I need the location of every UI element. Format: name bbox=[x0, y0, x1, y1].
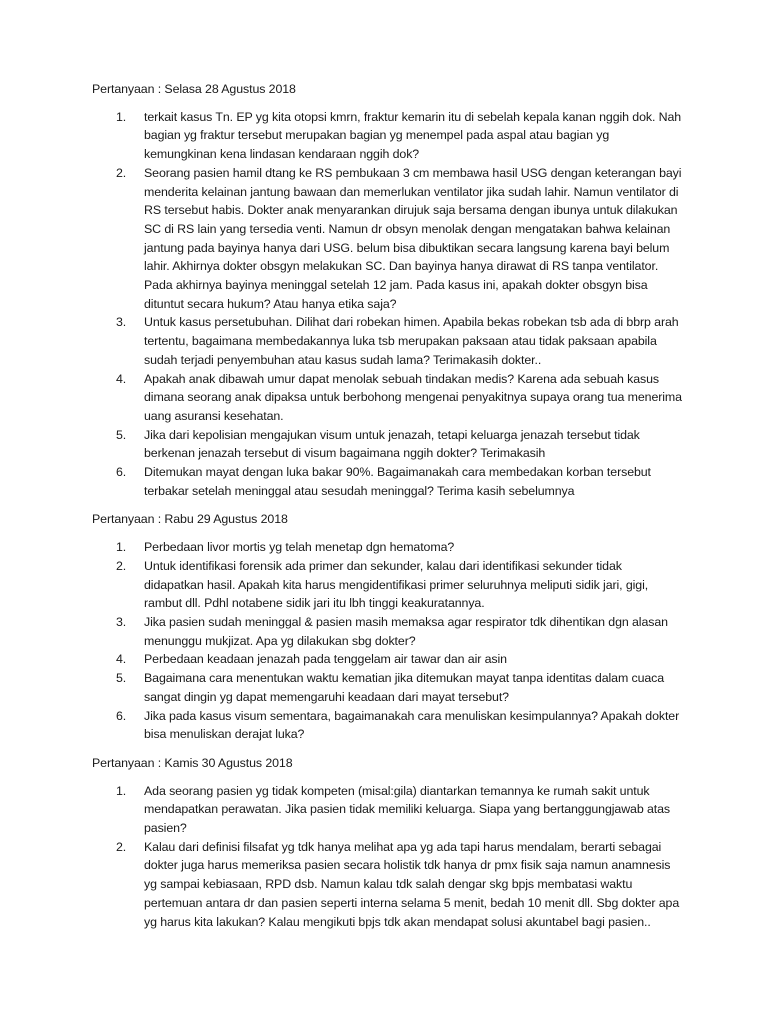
section-rabu bbox=[92, 510, 682, 743]
list-item bbox=[92, 463, 682, 500]
item-text: Untuk identifikasi forensik ada primer dan sekunder, kalau dari identifikasi sekunder tidak didapatkan hasil. Apakah kita harus mengidentifikasi primer seluruhnya meliputi sidik jari, gigi, rambut dll. Pdhl notabene sidik jari itu lbh tinggi keakuratannya. bbox=[144, 558, 649, 611]
question-list bbox=[92, 782, 682, 932]
question-list bbox=[92, 538, 682, 744]
list-item bbox=[92, 538, 682, 557]
item-number: 5. bbox=[116, 427, 127, 442]
item-number: 1. bbox=[116, 540, 127, 555]
item-text: Perbedaan keadaan jenazah pada tenggelam air tawar dan air asin bbox=[144, 652, 507, 667]
list-item bbox=[92, 426, 682, 463]
item-number: 1. bbox=[116, 783, 127, 798]
item-number: 3. bbox=[116, 614, 127, 629]
list-item bbox=[92, 613, 682, 650]
item-number: 2. bbox=[116, 558, 127, 573]
item-text: Apakah anak dibawah umur dapat menolak sebuah tindakan medis? Karena ada sebuah kasus dimana seorang anak dipaksa untuk berbohong mengenai penyakitnya supaya orang tua menerima uang asuransi kesehatan. bbox=[144, 371, 682, 423]
list-item bbox=[92, 838, 682, 932]
list-item bbox=[92, 707, 682, 744]
section-selasa bbox=[92, 80, 682, 500]
item-text: Jika dari kepolisian mengajukan visum untuk jenazah, tetapi keluarga jenazah tersebut tidak berkenan jenazah tersebut di visum bagaimana nggih dokter? Terimakasih bbox=[144, 427, 640, 461]
question-list bbox=[92, 108, 682, 501]
item-text: Jika pasien sudah meninggal & pasien masih memaksa agar respirator tdk dihentikan dgn alasan menunggu mukjizat. Apa yg dilakukan sbg dokter? bbox=[144, 614, 668, 648]
item-text: Jika pada kasus visum sementara, bagaimanakah cara menuliskan kesimpulannya? Apakah dokter bisa menuliskan derajat luka? bbox=[144, 708, 680, 742]
item-number: 6. bbox=[116, 465, 127, 480]
list-item bbox=[92, 557, 682, 613]
document-body bbox=[92, 80, 682, 941]
item-text: terkait kasus Tn. EP yg kita otopsi kmrn, fraktur kemarin itu di sebelah kepala kanan nggih dok. Nah bagian yg fraktur tersebut merupakan bagian yg menempel pada aspal atau bagian yg kemungkinan kena lindasan kendaraan nggih dok? bbox=[144, 109, 682, 162]
list-item bbox=[92, 650, 682, 669]
item-number: 4. bbox=[116, 371, 127, 386]
list-item bbox=[92, 108, 682, 164]
section-heading: Pertanyaan : Rabu 29 Agustus 2018 bbox=[92, 512, 288, 527]
item-number: 3. bbox=[116, 315, 127, 330]
section-kamis bbox=[92, 754, 682, 931]
item-number: 2. bbox=[116, 165, 127, 180]
item-text: Ditemukan mayat dengan luka bakar 90%. Bagaimanakah cara membedakan korban tersebut terbakar setelah meninggal atau sesudah meninggal? Terima kasih sebelumnya bbox=[144, 465, 651, 498]
list-item bbox=[92, 669, 682, 706]
item-text: Untuk kasus persetubuhan. Dilihat dari robekan himen. Apabila bekas robekan tsb ada di bbrp arah tertentu, bagaimana membedakannya luka tsb merupakan paksaan atau tidak paksaan apabila sudah terjadi penyembuhan atau kasus sudah lama? Terimakasih dokter.. bbox=[144, 315, 679, 367]
item-text: Bagaimana cara menentukan waktu kematian jika ditemukan mayat tanpa identitas dalam cuaca sangat dingin yg dapat memengaruhi keadaan dari mayat tersebut? bbox=[144, 671, 665, 704]
item-number: 6. bbox=[116, 708, 127, 723]
item-text: Seorang pasien hamil dtang ke RS pembukaan 3 cm membawa hasil USG dengan keterangan bayi menderita kelainan jantung bawaan dan memerlukan ventilator jika sudah lahir. Namun ventilator di RS tersebut habis. Dokter anak menyarankan dirujuk saja bersama dengan ibunya untuk dilakukan SC di RS lain yang tersedia venti. Namun dr obsyn menolak dengan mengatakan bahwa kelainan jantung pada bayinya hanya dari USG. belum bisa dibuktikan secara langsung karena bayi belum lahir. Akhirnya dokter obsgyn melakukan SC. Dan bayinya hanya dirawat di RS tanpa ventilator. Pada akhirnya bayinya meninggal setelah 12 jam. Pada kasus ini, apakah dokter obsgyn bisa dituntut secara hukum? Atau hanya etika saja? bbox=[144, 165, 682, 311]
item-text: Ada seorang pasien yg tidak kompeten (misal:gila) diantarkan temannya ke rumah sakit untuk mendapatkan perawatan. Jika pasien tidak memiliki keluarga. Siapa yang bertanggungjawab atas pasien? bbox=[144, 783, 670, 836]
item-number: 2. bbox=[116, 839, 127, 854]
section-heading: Pertanyaan : Kamis 30 Agustus 2018 bbox=[92, 755, 293, 770]
item-text: Perbedaan livor mortis yg telah menetap dgn hematoma? bbox=[144, 540, 455, 555]
item-text: Kalau dari definisi filsafat yg tdk hanya melihat apa yg ada tapi harus mendalam, berarti sebagai dokter juga harus memeriksa pasien secara holistik tdk hanya dr pmx fisik saja namun anamnesis yg sampai kebiasaan, RPD dsb. Namun kalau tdk salah dengar skg bpjs membatasi waktu pertemuan antara dr dan pasien seperti interna selama 5 menit, bedah 10 menit dll. Sbg dokter apa yg harus kita lakukan? Kalau mengikuti bpjs tdk akan mendapat solusi akuntabel bagi pasien.. bbox=[144, 839, 680, 929]
section-heading: Pertanyaan : Selasa 28 Agustus 2018 bbox=[92, 82, 296, 96]
list-item bbox=[92, 313, 682, 369]
item-number: 5. bbox=[116, 671, 127, 686]
item-number: 4. bbox=[116, 652, 127, 667]
item-number: 1. bbox=[116, 109, 127, 124]
list-item bbox=[92, 164, 682, 314]
list-item bbox=[92, 370, 682, 426]
list-item bbox=[92, 782, 682, 838]
